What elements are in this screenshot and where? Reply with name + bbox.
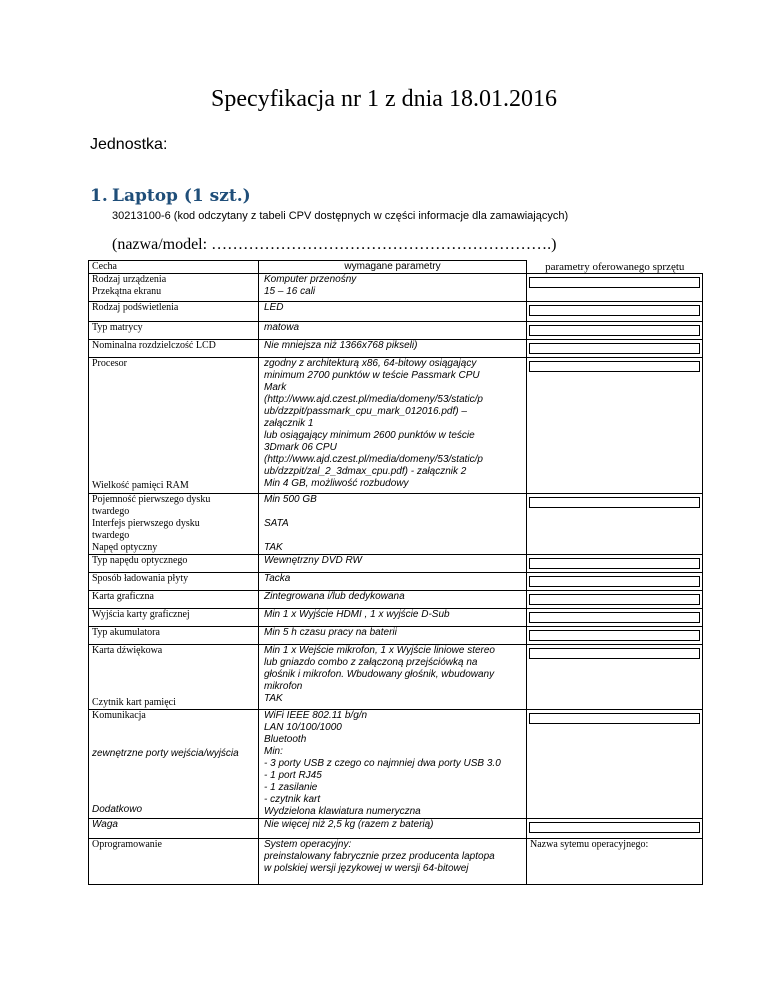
required-value-line: w polskiej wersji językowej w wersji 64-bitowej	[264, 863, 469, 874]
required-value-line: lub osiągający minimum 2600 punktów w teście	[264, 430, 475, 441]
section-number: 1.	[90, 186, 108, 206]
feature-label: Interfejs pierwszego dysku	[92, 518, 200, 529]
feature-label: Pojemność pierwszego dysku	[92, 494, 211, 505]
feature-label: twardego	[92, 506, 130, 517]
required-value-line: TAK	[264, 542, 283, 553]
offered-value-cell[interactable]	[527, 609, 703, 627]
feature-label: Komunikacja	[92, 710, 146, 721]
offered-value-field[interactable]	[529, 648, 700, 659]
required-value-cell	[259, 573, 527, 591]
required-value-line: Mark	[264, 382, 287, 393]
required-value-cell	[259, 555, 527, 573]
required-value-line: mikrofon	[264, 681, 303, 692]
required-value-line: - 1 zasilanie	[264, 782, 318, 793]
offered-value-field[interactable]	[529, 343, 700, 354]
feature-cell	[89, 819, 259, 839]
required-value-cell	[259, 627, 527, 645]
header-required-params: wymagane parametry	[259, 261, 527, 274]
required-value-line: Nie mniejsza niż 1366x768 pikseli)	[264, 340, 418, 351]
feature-cell	[89, 555, 259, 573]
required-value-line: TAK	[264, 693, 283, 704]
table-row	[89, 819, 703, 839]
required-value-line: Min 1 x Wyjście HDMI , 1 x wyjście D-Sub	[264, 609, 450, 620]
required-value-line: minimum 2700 punktów w teście Passmark CPU	[264, 370, 480, 381]
feature-label: Typ napędu optycznego	[92, 555, 188, 566]
required-value-line: 3Dmark 06 CPU	[264, 442, 337, 453]
feature-cell	[89, 710, 259, 819]
offered-value-cell[interactable]	[527, 274, 703, 302]
feature-label: twardego	[92, 530, 130, 541]
required-value-cell	[259, 274, 527, 302]
table-row	[89, 573, 703, 591]
required-value-line: ub/dzzpit/zal_2_3dmax_cpu.pdf) - załącznik 2	[264, 466, 467, 477]
feature-label: Wyjścia karty graficznej	[92, 609, 190, 620]
offered-value-cell[interactable]	[527, 839, 703, 885]
required-value-line: 15 – 16 cali	[264, 286, 316, 297]
feature-cell	[89, 340, 259, 358]
required-value-line: Min 500 GB	[264, 494, 317, 505]
offered-value-cell[interactable]	[527, 340, 703, 358]
feature-label: Karta graficzna	[92, 591, 154, 602]
feature-cell	[89, 573, 259, 591]
required-value-line	[262, 506, 523, 518]
required-value-line: LAN 10/100/1000	[264, 722, 342, 733]
required-value-cell	[259, 645, 527, 710]
feature-label: Nominalna rozdzielczość LCD	[92, 340, 216, 351]
required-value-cell	[259, 302, 527, 322]
required-value-line: Zintegrowana i/lub dedykowana	[264, 591, 405, 602]
offered-value-cell[interactable]	[527, 627, 703, 645]
feature-label: zewnętrzne porty wejścia/wyjścia	[92, 748, 239, 759]
required-value-line: ub/dzzpit/passmark_cpu_mark_012016.pdf) –	[264, 406, 467, 417]
required-value-line: preinstalowany fabrycznie przez producenta laptopa	[264, 851, 495, 862]
feature-label: Dodatkowo	[92, 804, 143, 815]
required-value-line: Wewnętrzny DVD RW	[264, 555, 362, 566]
offered-value-field[interactable]	[529, 277, 700, 288]
page-title: Specyfikacja nr 1 z dnia 18.01.2016	[211, 86, 557, 112]
required-value-line: Min 4 GB, możliwość rozbudowy	[264, 478, 409, 489]
feature-cell	[89, 591, 259, 609]
required-value-line: - 1 port RJ45	[264, 770, 322, 781]
offered-value-field[interactable]	[529, 361, 700, 372]
required-value-line: (http://www.ajd.czest.pl/media/domeny/53/static/p	[264, 454, 483, 465]
table-row	[89, 839, 703, 885]
table-row	[89, 710, 703, 819]
offered-value-field[interactable]	[529, 594, 700, 605]
feature-label: Rodzaj podświetlenia	[92, 302, 179, 313]
table-row	[89, 274, 703, 302]
offered-value-cell[interactable]	[527, 302, 703, 322]
offered-value-cell[interactable]	[527, 819, 703, 839]
required-value-cell	[259, 839, 527, 885]
offered-value-field[interactable]	[529, 612, 700, 623]
feature-label: Napęd optyczny	[92, 542, 158, 553]
required-value-line: Komputer przenośny	[264, 274, 357, 285]
feature-label: Karta dźwiękowa	[92, 645, 163, 656]
offered-value-field[interactable]	[529, 325, 700, 336]
required-value-line: Bluetooth	[264, 734, 307, 745]
required-value-line: - czytnik kart	[264, 794, 321, 805]
specification-table	[88, 260, 703, 885]
table-row	[89, 591, 703, 609]
required-value-cell	[259, 322, 527, 340]
feature-label: Typ akumulatora	[92, 627, 160, 638]
specification-table-body	[89, 261, 703, 885]
required-value-line: SATA	[264, 518, 289, 529]
table-row	[89, 340, 703, 358]
feature-label: Oprogramowanie	[92, 839, 162, 850]
feature-label: Przekątna ekranu	[92, 286, 162, 297]
offered-value-cell[interactable]	[527, 573, 703, 591]
required-value-line: System operacyjny:	[264, 839, 352, 850]
required-value-line: Min 1 x Wejście mikrofon, 1 x Wyjście liniowe stereo	[264, 645, 495, 656]
table-row	[89, 555, 703, 573]
feature-label: Wielkość pamięci RAM	[92, 480, 189, 491]
table-row	[89, 609, 703, 627]
feature-cell	[89, 645, 259, 710]
offered-value-field[interactable]	[529, 305, 700, 316]
feature-cell	[89, 839, 259, 885]
required-value-line: - 3 porty USB z czego co najmniej dwa porty USB 3.0	[264, 758, 501, 769]
offered-value-field[interactable]	[529, 713, 700, 724]
required-value-line: Tacka	[264, 573, 291, 584]
feature-cell	[89, 274, 259, 302]
required-value-line: głośnik i mikrofon. Wbudowany głośnik, wbudowany	[264, 669, 495, 680]
header-feature: Cecha	[89, 261, 259, 274]
feature-cell	[89, 494, 259, 555]
feature-cell	[89, 358, 259, 494]
table-row	[89, 302, 703, 322]
offered-value-field[interactable]	[529, 822, 700, 833]
required-value-line: Nie więcej niż 2,5 kg (razem z baterią)	[264, 819, 434, 830]
section-heading	[90, 186, 251, 206]
required-value-cell	[259, 591, 527, 609]
feature-label: Waga	[92, 819, 118, 830]
offered-value-cell[interactable]	[527, 555, 703, 573]
required-value-line	[262, 530, 523, 542]
required-value-line: matowa	[264, 322, 300, 333]
cpv-code-text: 30213100-6 (kod odczytany z tabeli CPV dostępnych w części informacje dla zamawiających)	[112, 210, 569, 222]
feature-cell	[89, 627, 259, 645]
feature-label: Typ matrycy	[92, 322, 143, 333]
table-row	[89, 627, 703, 645]
table-row	[89, 358, 703, 494]
offered-value-cell[interactable]	[527, 645, 703, 710]
required-value-cell	[259, 609, 527, 627]
table-row	[89, 494, 703, 555]
model-name-line: (nazwa/model: ……………………………………………………….)	[112, 236, 557, 253]
feature-label: Procesor	[92, 358, 127, 369]
header-offered-params: parametry oferowanego sprzętu	[545, 260, 685, 273]
offered-value-cell[interactable]	[527, 710, 703, 819]
required-value-line: Min:	[264, 746, 283, 757]
feature-label: Rodzaj urządzenia	[92, 274, 167, 285]
offered-value-text: Nazwa sytemu operacyjnego:	[530, 839, 649, 850]
feature-cell	[89, 302, 259, 322]
table-row	[89, 645, 703, 710]
feature-cell	[89, 322, 259, 340]
offered-value-cell[interactable]	[527, 322, 703, 340]
offered-value-cell[interactable]	[527, 358, 703, 494]
offered-value-cell[interactable]	[527, 591, 703, 609]
feature-label: Czytnik kart pamięci	[92, 697, 176, 708]
feature-cell	[89, 609, 259, 627]
table-row	[89, 322, 703, 340]
section-title: Laptop (1 szt.)	[112, 186, 251, 206]
required-value-line: zgodny z architekturą x86, 64-bitowy osiągający	[264, 358, 477, 369]
required-value-cell	[259, 358, 527, 494]
offered-value-field[interactable]	[529, 497, 700, 508]
required-value-line: Min 5 h czasu pracy na baterii	[264, 627, 397, 638]
required-value-cell	[259, 340, 527, 358]
required-value-line: WiFi IEEE 802.11 b/g/n	[264, 710, 368, 721]
required-value-line: lub gniazdo combo z załączoną przejściówką na	[264, 657, 478, 668]
required-value-cell	[259, 710, 527, 819]
offered-value-field[interactable]	[529, 630, 700, 641]
offered-value-field[interactable]	[529, 576, 700, 587]
required-value-line: Wydzielona klawiatura numeryczna	[264, 806, 421, 817]
required-value-line: LED	[264, 302, 284, 313]
table-header-row	[89, 261, 703, 274]
feature-label: Sposób ładowania płyty	[92, 573, 189, 584]
offered-value-field[interactable]	[529, 558, 700, 569]
required-value-line: załącznik 1	[264, 418, 314, 429]
unit-label: Jednostka:	[90, 136, 168, 153]
offered-value-cell[interactable]	[527, 494, 703, 555]
required-value-cell	[259, 819, 527, 839]
required-value-line: (http://www.ajd.czest.pl/media/domeny/53/static/p	[264, 394, 483, 405]
required-value-cell	[259, 494, 527, 555]
